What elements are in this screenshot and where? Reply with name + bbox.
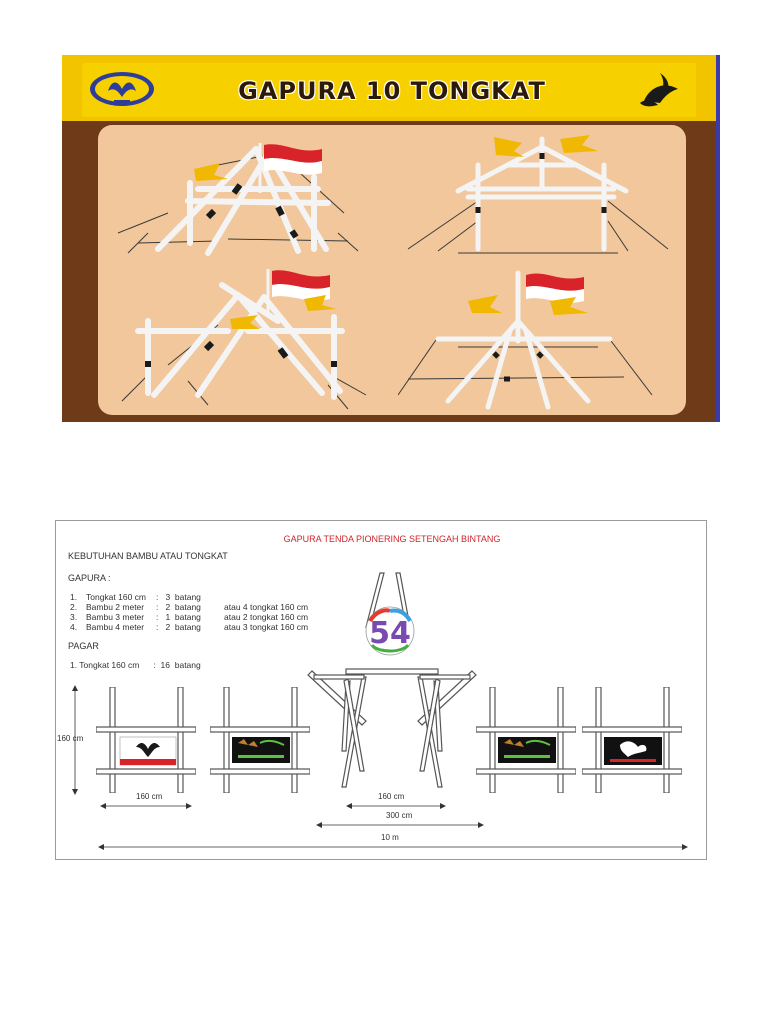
pagar-label: PAGAR — [68, 641, 99, 651]
gapura-item-no: 1. — [70, 592, 78, 602]
total-width-dimension-line — [98, 843, 688, 851]
gapura-sketch-tripod — [398, 261, 678, 415]
gapura-item-no: 3. — [70, 612, 78, 622]
gapura-item-name: Tongkat 160 cm — [86, 592, 147, 602]
gapura-item-no: 4. — [70, 622, 78, 632]
poster-edge — [716, 55, 720, 422]
gapura-item-alt: atau 3 tongkat 160 cm — [224, 622, 309, 632]
gapura-item-alt: atau 4 tongkat 160 cm — [224, 602, 309, 612]
gate-inner-dimension-line — [346, 802, 446, 810]
gate-emblem-number: 54 — [369, 616, 411, 651]
fence-width-dimension-line — [100, 802, 192, 810]
gapura-item-name: Bambu 3 meter — [86, 612, 145, 622]
gapura-sketch-a-frame — [108, 133, 368, 263]
gapura-plan-diagram — [55, 520, 707, 860]
fence-panel-1 — [96, 687, 196, 793]
poster-header — [62, 55, 716, 121]
total-width-label: 10 m — [381, 833, 399, 842]
gapura-item-no: 2. — [70, 602, 78, 612]
gapura-item-qty: : 2 batang — [156, 602, 201, 612]
gapura-item-qty: : 2 batang — [156, 622, 201, 632]
fence-width-label: 160 cm — [136, 792, 163, 801]
gapura-item-alt: atau 2 tongkat 160 cm — [224, 612, 309, 622]
height-dimension-label: 160 cm — [57, 734, 84, 743]
gate-inner-label: 160 cm — [378, 792, 405, 801]
gapura-item-name: Bambu 4 meter — [86, 622, 145, 632]
fence-panel-4 — [582, 687, 682, 793]
gapura-label: GAPURA : — [68, 573, 111, 583]
pagar-item: 1. Tongkat 160 cm : 16 batang — [70, 660, 201, 670]
gapura-sketch-crossed-frame — [108, 265, 378, 415]
gapura-sketch-gate-frame — [398, 131, 678, 261]
gapura-poster — [62, 55, 716, 422]
poster-title: GAPURA 10 TONGKAT — [238, 77, 546, 105]
gate-outer-label: 300 cm — [386, 811, 413, 820]
poster-sketch-panel — [98, 125, 686, 415]
fence-panel-3 — [476, 687, 576, 793]
center-gate-structure — [306, 571, 478, 791]
gate-outer-dimension-line — [316, 821, 484, 829]
fence-panel-2 — [210, 687, 310, 793]
plan-title: GAPURA TENDA PIONERING SETENGAH BINTANG — [283, 534, 501, 544]
requirements-heading: KEBUTUHAN BAMBU ATAU TONGKAT — [68, 551, 228, 561]
gapura-item-qty: : 1 batang — [156, 612, 201, 622]
gapura-item-name: Bambu 2 meter — [86, 602, 145, 612]
gapura-item-qty: : 3 batang — [156, 592, 201, 602]
tunas-kelapa-emblem-icon — [630, 69, 690, 111]
gerakan-pramuka-emblem-icon — [88, 69, 156, 109]
